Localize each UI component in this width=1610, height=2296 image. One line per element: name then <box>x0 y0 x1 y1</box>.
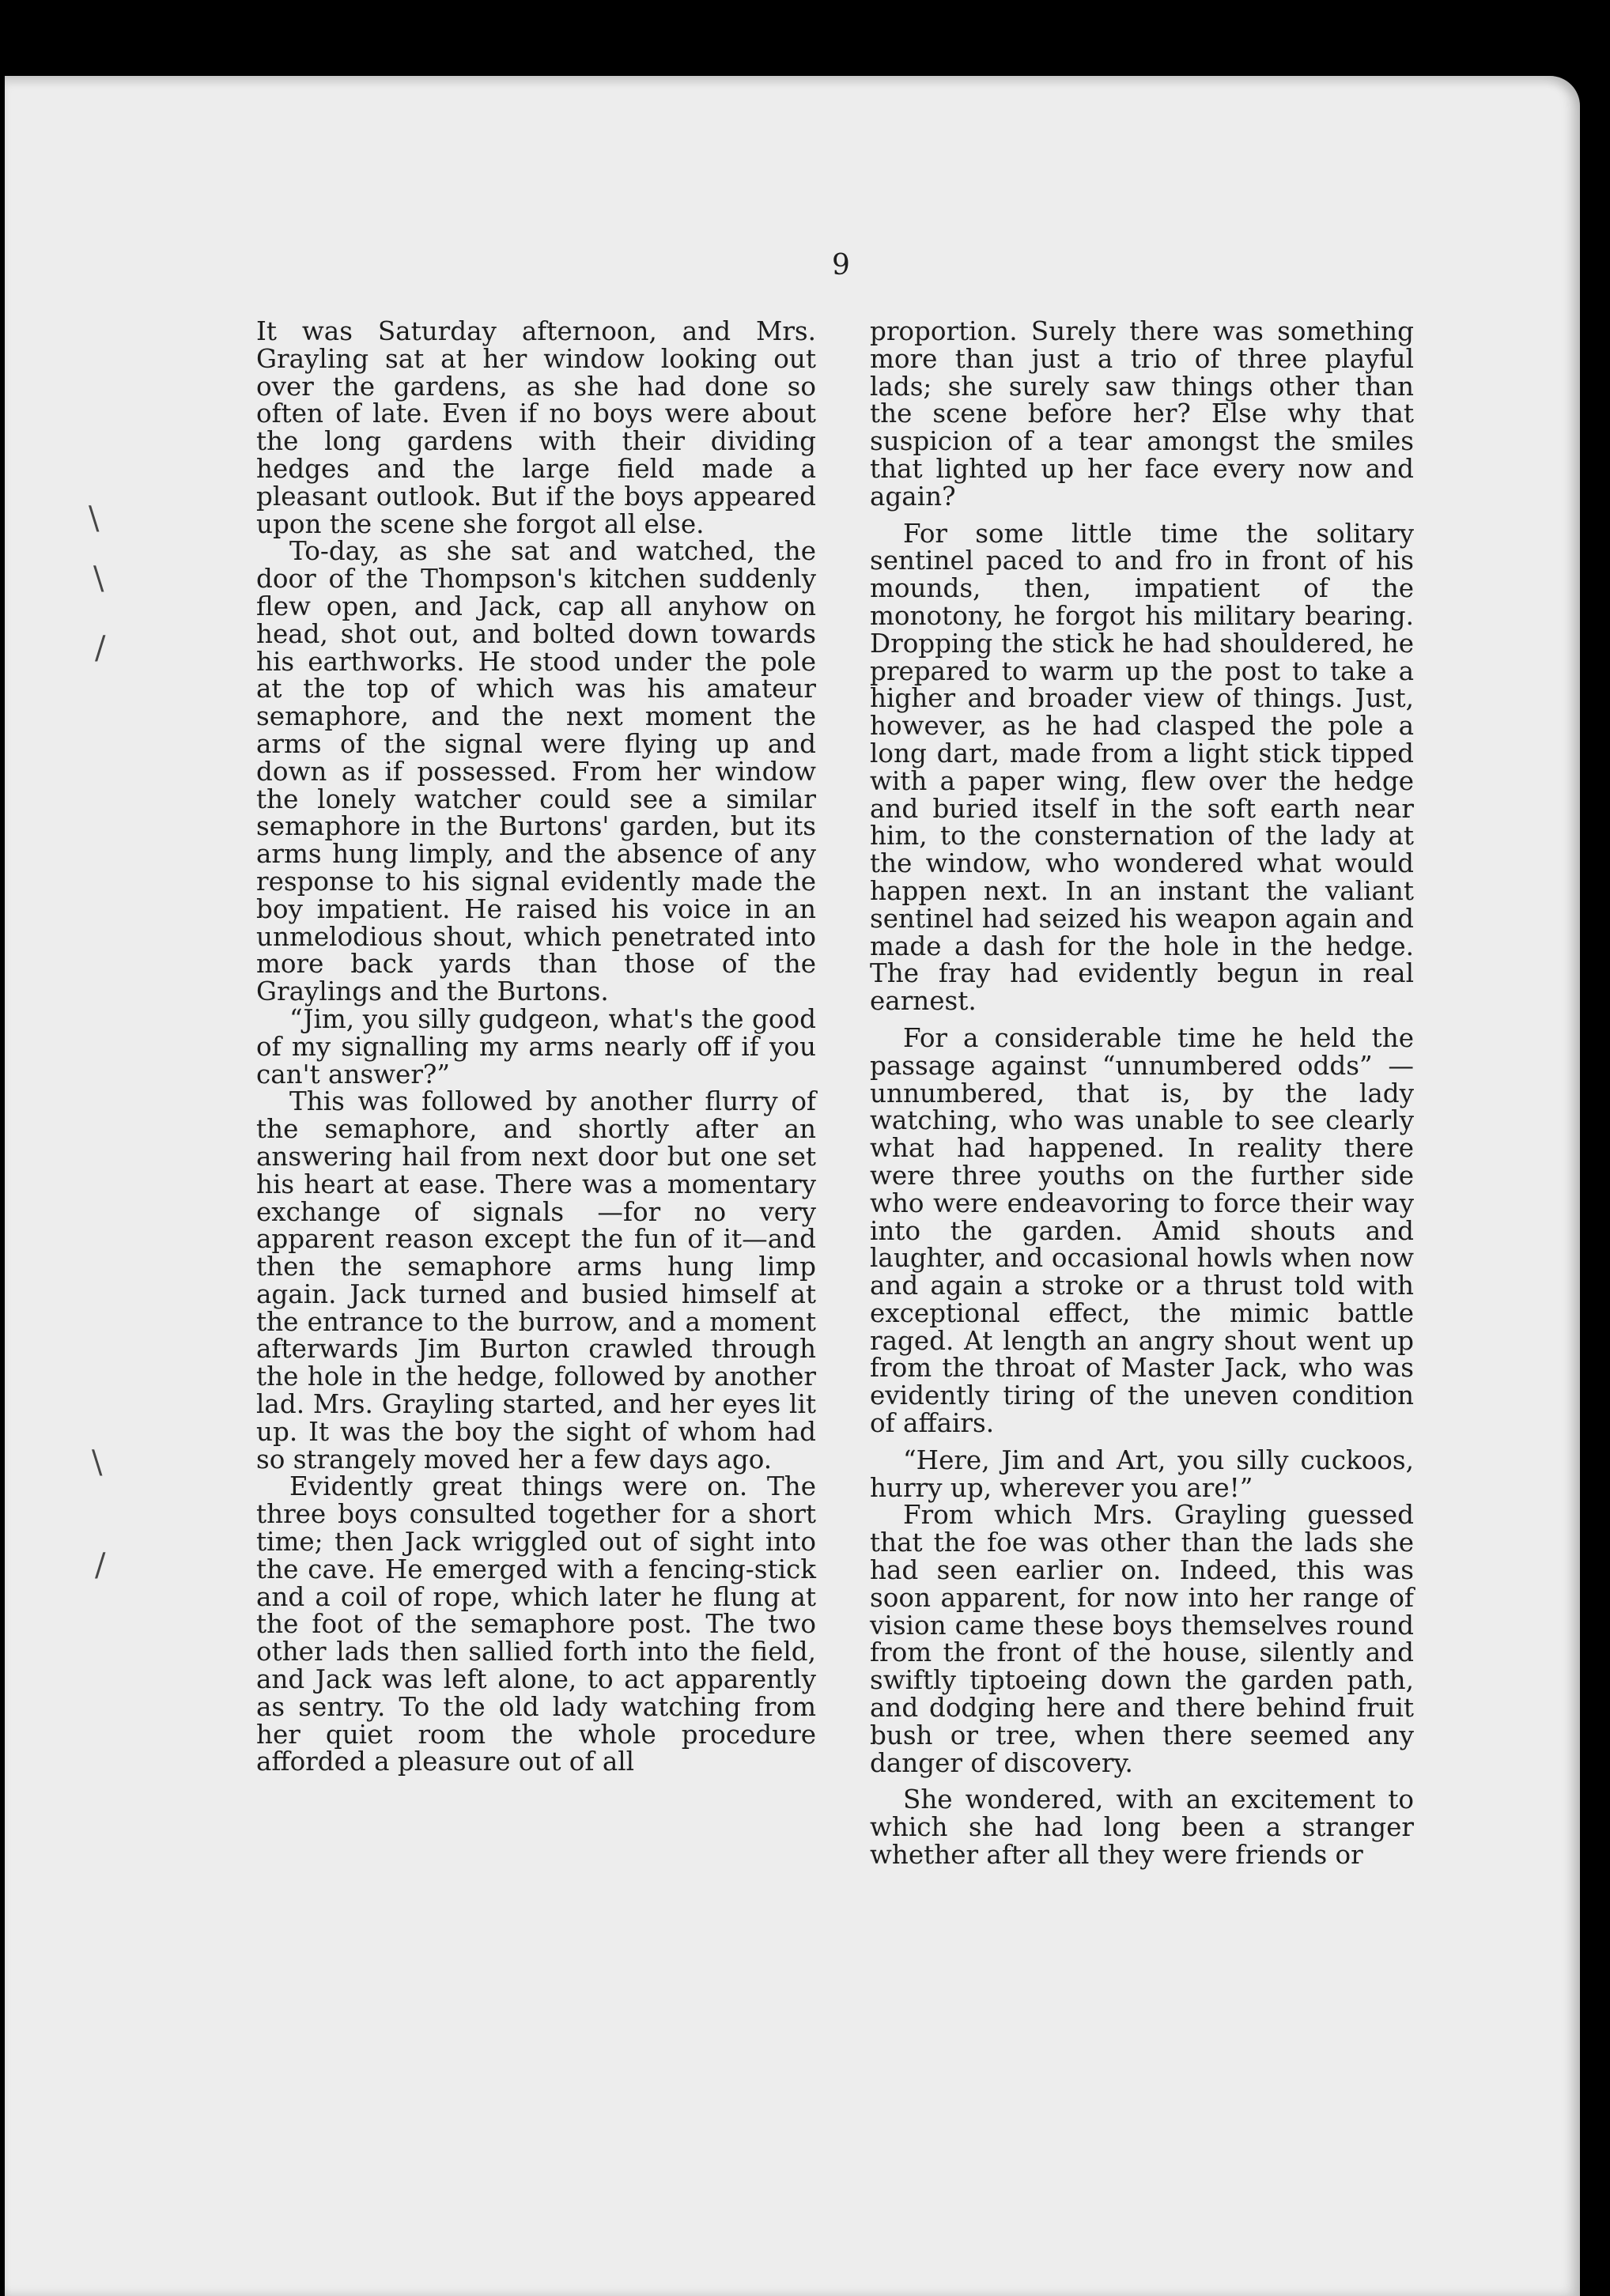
paragraph: To-day, as she sat and watched, the door of the Thompson's kitchen suddenly flew open, and Jack, cap all anyhow on head, shot out, and bolted down towards his earthworks. He stood under the pole at the top of which was his amateur semaphore, and the next moment the arms of the signal were flying up and down as if possessed. From her window the lonely watcher could see a similar semaphore in the Burtons' garden, but its arms hung limply, and the absence of any response to his signal evidently made the boy impatient. He raised his voice in an unmelodious shout, which penetrated into more back yards than those of the Graylings and the Burtons. <box>256 536 816 1007</box>
paragraph: This was followed by another flurry of the semaphore, and shortly after an answering hail from next door but one set his heart at ease. There was a momentary exchange of signals —for no very apparent reason except the fun of it—and then the semaphore arms hung limp again. Jack turned and busied himself at the entrance to the burrow, and a moment afterwards Jim Burton crawled through the hole in the hedge, followed by another lad. Mrs. Grayling started, and her eyes lit up. It was the boy the sight of whom had so strangely moved her a few days ago. <box>256 1086 816 1475</box>
paragraph: From which Mrs. Grayling guessed that the foe was other than the lads she had seen earlier on. Indeed, this was soon apparent, for now into her range of vision came these boys themselves round from the front of the house, silently and swiftly tiptoeing down the garden path, and dodging here and there behind fruit bush or tree, when there seemed any danger of discovery. <box>870 1500 1414 1778</box>
paragraph: For some little time the solitary sentinel paced to and fro in front of his mounds, then, impatient of the monotony, he forgot his military bearing. Dropping the stick he had shouldered, he prepared to warm up the post to take a higher and broader view of things. Just, however, as he had clasped the pole a long dart, made from a light stick tipped with a paper wing, flew over the hedge and buried itself in the soft earth near him, to the consternation of the lady at the window, who wondered what would happen next. In an instant the valiant sentinel had seized his weapon again and made a dash for the hole in the hedge. The fray had evidently begun in real earnest. <box>870 518 1414 1017</box>
paragraph: It was Saturday afternoon, and Mrs. Grayling sat at her window looking out over the gardens, as she had done so often of late. Even if no boys were about the long gardens with their dividing hedges and the large field made a pleasant outlook. But if the boys appeared upon the scene she forgot all else. <box>256 316 816 539</box>
paragraph: “Here, Jim and Art, you silly cuckoos, hurry up, wherever you are!” <box>870 1444 1414 1503</box>
bleed-through-mark: \ <box>89 500 100 537</box>
bleed-through-mark: / <box>95 1547 106 1584</box>
right-text-column <box>870 318 1414 1869</box>
paragraph: For a considerable time he held the passage against “unnumbered odds” —unnumbered, that is, by the lady watching, who was unable to see clearly what had happened. In reality there were three youths on the further side who were endeavoring to force their way into the garden. Amid shouts and laughter, and occasional howls when now and again a stroke or a thrust told with exceptional effect, the mimic battle raged. At length an angry shout went up from the throat of Master Jack, who was evidently tiring of the uneven condition of affairs. <box>870 1022 1414 1439</box>
page-number: 9 <box>832 249 850 281</box>
bleed-through-mark: \ <box>93 561 104 597</box>
paragraph: “Jim, you silly gudgeon, what's the good of my signalling my arms nearly off if you can't answer?” <box>256 1003 816 1089</box>
paragraph: Evidently great things were on. The three boys consulted together for a short time; then Jack wriggled out of sight into the cave. He emerged with a fencing-stick and a coil of rope, which later he flung at the foot of the semaphore post. The two other lads then sallied forth into the field, and Jack was left alone, to act apparently as sentry. To the old lady watching from her quiet room the whole procedure afforded a pleasure out of all <box>256 1471 816 1777</box>
paragraph: proportion. Surely there was something more than just a trio of three playful lads; she surely saw things other than the scene before her? Else why that suspicion of a tear amongst the smiles that lighted up her face every now and again? <box>870 316 1414 512</box>
bleed-through-mark: \ <box>92 1444 103 1481</box>
paragraph: She wondered, with an excitement to which she had long been a stranger whether after all they were friends or <box>870 1784 1414 1871</box>
bleed-through-mark: / <box>95 630 106 667</box>
left-text-column <box>256 318 816 1776</box>
